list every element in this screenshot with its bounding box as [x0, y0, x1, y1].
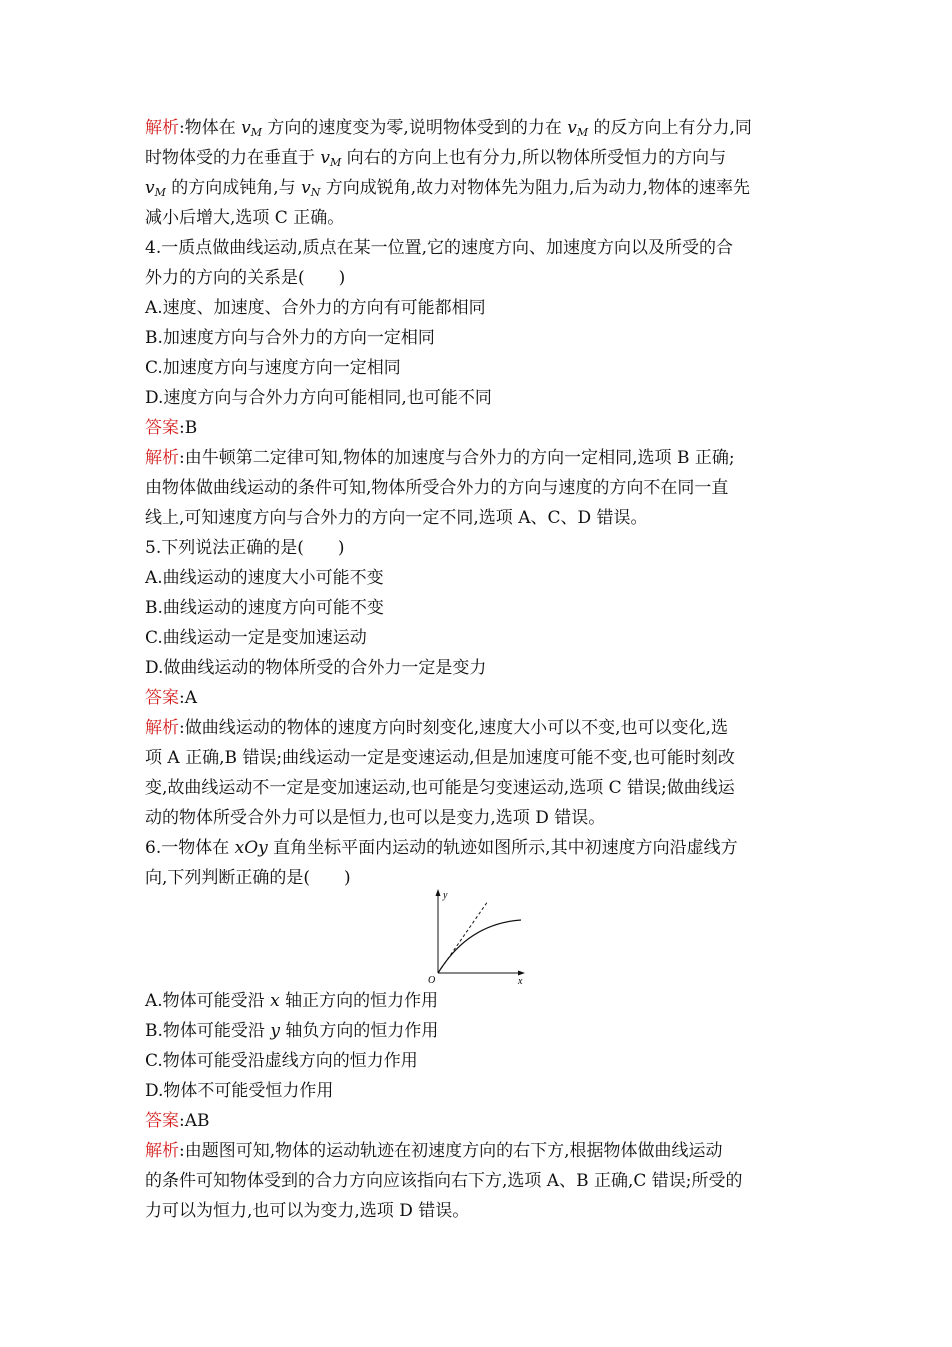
option-d: D.物体不可能受恒力作用: [145, 1081, 334, 1101]
option-a: A.速度、加速度、合外力的方向有可能都相同: [145, 298, 486, 318]
answer-line: 答案:AB: [145, 1111, 210, 1131]
analysis-line: $v_M$ 的方向成钝角,与 $v_N$ 方向成锐角,故力对物体先为阻力,后为动力,物体的速率先: [145, 178, 750, 199]
analysis-line: 减小后增大,选项 C 正确。: [145, 208, 345, 228]
answer-line: 答案:B: [145, 418, 198, 438]
answer-line: 答案:A: [145, 688, 198, 708]
analysis-label: 解析: [145, 448, 179, 468]
option-b: B.加速度方向与合外力的方向一定相同: [145, 328, 435, 348]
option-d: D.做曲线运动的物体所受的合外力一定是变力: [145, 658, 487, 678]
answer-label: 答案: [145, 418, 179, 438]
option-c: C.物体可能受沿虚线方向的恒力作用: [145, 1051, 418, 1071]
option-a: A.物体可能受沿 x 轴正方向的恒力作用: [145, 991, 439, 1011]
analysis-label: 解析: [145, 1141, 179, 1161]
option-d: D.速度方向与合外力方向可能相同,也可能不同: [145, 388, 492, 408]
question-stem: 外力的方向的关系是( ): [145, 268, 346, 288]
trajectory-curve: [438, 920, 521, 973]
question-stem: 5.下列说法正确的是( ): [145, 538, 345, 558]
analysis-line: 解析:由题图可知,物体的运动轨迹在初速度方向的右下方,根据物体做曲线运动: [145, 1141, 723, 1161]
x-axis-arrow: [518, 971, 525, 976]
trajectory-figure: [425, 887, 530, 985]
question-stem: 向,下列判断正确的是( ): [145, 868, 351, 888]
analysis-line: 变,故曲线运动不一定是变加速运动,也可能是匀变速运动,选项 C 错误;做曲线运: [145, 778, 735, 798]
option-a: A.曲线运动的速度大小可能不变: [145, 568, 384, 588]
origin-label: O: [428, 975, 436, 985]
analysis-label: 解析: [145, 718, 179, 738]
analysis-line: 的条件可知物体受到的合力方向应该指向右下方,选项 A、B 正确,C 错误;所受的: [145, 1171, 743, 1191]
analysis-line: 解析:做曲线运动的物体的速度方向时刻变化,速度大小可以不变,也可以变化,选: [145, 718, 728, 738]
question-stem: 6.一物体在 xOy 直角坐标平面内运动的轨迹如图所示,其中初速度方向沿虚线方: [145, 838, 738, 858]
answer-label: 答案: [145, 1111, 179, 1131]
y-axis-arrow: [436, 889, 441, 896]
analysis-label: 解析: [145, 118, 179, 138]
answer-label: 答案: [145, 688, 179, 708]
question-stem: 4.一质点做曲线运动,质点在某一位置,它的速度方向、加速度方向以及所受的合: [145, 238, 734, 258]
analysis-line: 力可以为恒力,也可以为变力,选项 D 错误。: [145, 1201, 470, 1221]
option-b: B.曲线运动的速度方向可能不变: [145, 598, 384, 618]
analysis-line: 时物体受的力在垂直于 $v_M$ 向右的方向上也有分力,所以物体所受恒力的方向与: [145, 148, 727, 169]
option-c: C.加速度方向与速度方向一定相同: [145, 358, 401, 378]
option-c: C.曲线运动一定是变加速运动: [145, 628, 367, 648]
analysis-line: 解析:由牛顿第二定律可知,物体的加速度与合外力的方向一定相同,选项 B 正确;: [145, 448, 735, 468]
x-axis-label: x: [518, 976, 523, 985]
y-axis-label: y: [443, 890, 448, 901]
option-b: B.物体可能受沿 y 轴负方向的恒力作用: [145, 1021, 439, 1041]
analysis-line: 动的物体所受合外力可以是恒力,也可以是变力,选项 D 错误。: [145, 808, 606, 828]
analysis-line: 由物体做曲线运动的条件可知,物体所受合外力的方向与速度的方向不在同一直: [145, 478, 729, 498]
analysis-line: 项 A 正确,B 错误;曲线运动一定是变速运动,但是加速度可能不变,也可能时刻改: [145, 748, 735, 768]
analysis-line: 线上,可知速度方向与合外力的方向一定不同,选项 A、C、D 错误。: [145, 508, 648, 528]
analysis-line: 解析:物体在 $v_M$ 方向的速度变为零,说明物体受到的力在 $v_M$ 的反方向上有分力,同: [145, 118, 752, 139]
